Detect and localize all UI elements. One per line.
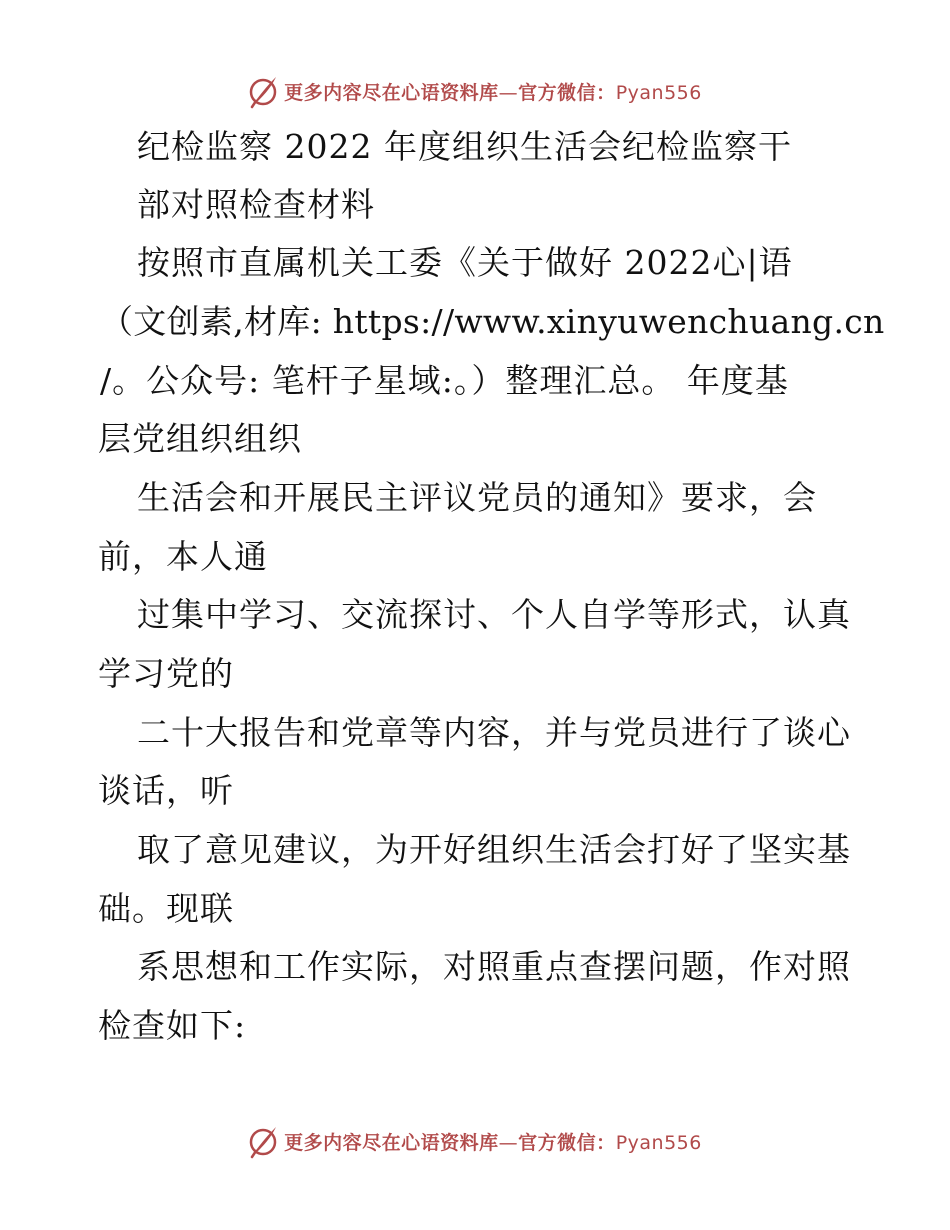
- paragraph-line: 取了意见建议，为开好组织生活会打好了坚实基: [137, 830, 851, 869]
- document-title-line-1: 纪检监察 2022 年度组织生活会纪检监察干: [137, 127, 792, 166]
- watermark-wechat-label: 官方微信：: [518, 1131, 616, 1154]
- paragraph-line: 系思想和工作实际，对照重点查摆问题，作对照: [137, 947, 851, 986]
- watermark-separator: —: [498, 81, 519, 104]
- paragraph-line: 生活会和开展民主评议党员的通知》要求，会: [137, 478, 817, 517]
- paragraph-line: 学习党的: [98, 654, 234, 693]
- feather-quill-logo-icon: [248, 73, 280, 109]
- paragraph-line: 过集中学习、交流探讨、个人自学等形式，认真: [137, 595, 851, 634]
- paragraph-line: 前，本人通: [98, 537, 268, 576]
- paragraph-line: 础。现联: [98, 889, 234, 928]
- watermark-text-top: [284, 78, 702, 105]
- paragraph-line: 按照市直属机关工委《关于做好 2022心|语: [137, 243, 793, 282]
- paragraph-line: 层党组织组织: [98, 419, 302, 458]
- watermark-banner-bottom: [0, 1119, 950, 1163]
- document-title-line-2: 部对照检查材料: [137, 185, 375, 224]
- watermark-text-bottom: [284, 1128, 702, 1155]
- paragraph-line: 二十大报告和党章等内容，并与党员进行了谈心: [137, 713, 851, 752]
- watermark-site-name: 更多内容尽在心语资料库: [284, 1131, 499, 1154]
- paragraph-line: 检查如下:: [98, 1006, 247, 1045]
- watermark-wechat-id: Pyan556: [615, 1131, 702, 1154]
- watermark-wechat-label: 官方微信：: [518, 81, 616, 104]
- watermark-separator: —: [498, 1131, 519, 1154]
- paragraph-line: 谈话，听: [98, 771, 234, 810]
- paragraph-line: /。公众号: 笔杆子星域:。）整理汇总。 年度基: [100, 361, 789, 400]
- feather-quill-logo-icon: [248, 1123, 280, 1159]
- watermark-wechat-id: Pyan556: [615, 81, 702, 104]
- paragraph-line: （文创素,材库: https://www.xinyuwenchuang.cn: [100, 302, 885, 341]
- watermark-banner-top: [0, 69, 950, 113]
- watermark-site-name: 更多内容尽在心语资料库: [284, 81, 499, 104]
